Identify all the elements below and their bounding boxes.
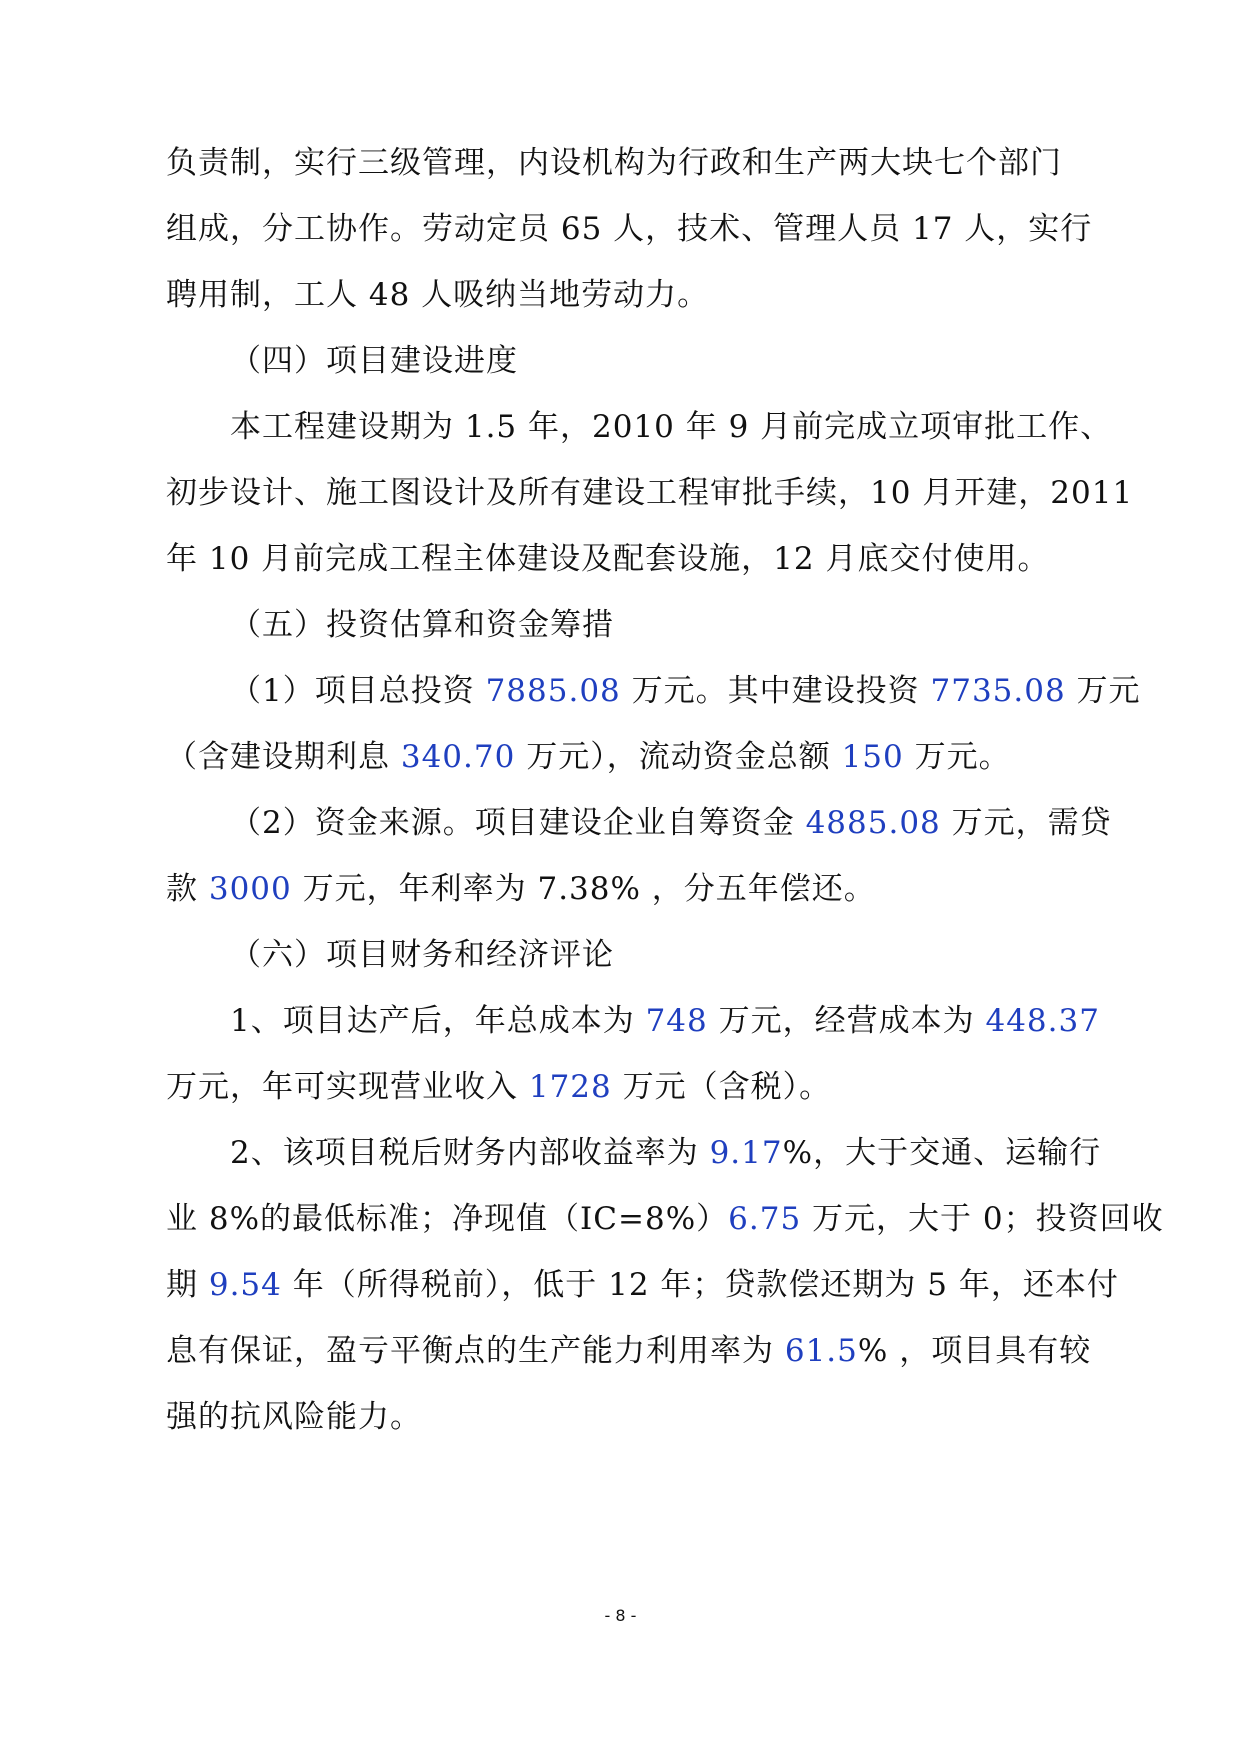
text: （1）项目总投资 <box>230 673 486 709</box>
text: 万元，需贷 <box>940 805 1112 841</box>
text: 万元，大于 0；投资回收 <box>801 1201 1164 1237</box>
p6-line-4 <box>166 1318 1106 1384</box>
p1-line-3 <box>166 262 1106 328</box>
p3-line-1 <box>166 658 1141 724</box>
p6-line-3 <box>166 1252 1119 1318</box>
text: 息有保证，盈亏平衡点的生产能力利用率为 <box>166 1333 785 1369</box>
text: 强的抗风险能力。 <box>166 1399 422 1435</box>
construction-investment-value: 7735.08 <box>930 673 1066 709</box>
text: 初步设计、施工图设计及所有建设工程审批手续，10 月开建，2011 <box>166 475 1134 511</box>
text: 聘用制，工人 48 人吸纳当地劳动力。 <box>166 277 710 313</box>
p3-line-2 <box>166 724 1106 790</box>
text: 款 <box>166 871 209 907</box>
text: 万元），流动资金总额 <box>515 739 842 775</box>
p1-line-2 <box>166 196 1106 262</box>
text: 万元，年可实现营业收入 <box>166 1069 529 1105</box>
text: 业 8%的最低标准；净现值（IC=8%） <box>166 1201 729 1237</box>
p5-line-2 <box>166 1054 1106 1120</box>
section-heading-schedule <box>166 328 1106 394</box>
text: % ，项目具有较 <box>857 1333 1092 1369</box>
text: 万元。 <box>903 739 1011 775</box>
text: 万元 <box>1065 673 1141 709</box>
revenue-value: 1728 <box>528 1069 612 1105</box>
p6-line-5 <box>166 1384 1106 1450</box>
p2-line-1 <box>166 394 1113 460</box>
text: 1、项目达产后，年总成本为 <box>230 1003 646 1039</box>
text: 年 10 月前完成工程主体建设及配套设施，12 月底交付使用。 <box>166 541 1050 577</box>
text: （六）项目财务和经济评论 <box>230 937 614 973</box>
p6-line-2 <box>166 1186 1164 1252</box>
interest-value: 340.70 <box>400 739 516 775</box>
irr-value: 9.17 <box>709 1135 783 1171</box>
text: 万元。其中建设投资 <box>620 673 931 709</box>
p4-line-1 <box>166 790 1112 856</box>
section-heading-financial <box>166 922 1106 988</box>
p6-line-1 <box>166 1120 1106 1186</box>
p4-line-2 <box>166 856 1106 922</box>
p5-line-1 <box>166 988 1106 1054</box>
total-cost-value: 748 <box>645 1003 708 1039</box>
breakeven-value: 61.5 <box>784 1333 858 1369</box>
text: 万元，年利率为 7.38% ，分五年偿还。 <box>291 871 876 907</box>
text: 年（所得税前），低于 12 年；贷款偿还期为 5 年，还本付 <box>281 1267 1119 1303</box>
p2-line-2 <box>166 460 1134 526</box>
text: 负责制，实行三级管理，内设机构为行政和生产两大块七个部门 <box>166 145 1062 181</box>
text: 组成，分工协作。劳动定员 65 人，技术、管理人员 17 人，实行 <box>166 211 1093 247</box>
payback-period-value: 9.54 <box>208 1267 282 1303</box>
text: （含建设期利息 <box>166 739 401 775</box>
loan-value: 3000 <box>208 871 292 907</box>
text: 本工程建设期为 1.5 年，2010 年 9 月前完成立项审批工作、 <box>230 409 1113 445</box>
total-investment-value: 7885.08 <box>485 673 621 709</box>
document-body <box>166 130 1164 1450</box>
text: （四）项目建设进度 <box>230 343 518 379</box>
p1-line-1 <box>166 130 1106 196</box>
text: 期 <box>166 1267 209 1303</box>
working-capital-value: 150 <box>841 739 904 775</box>
text: 2、该项目税后财务内部收益率为 <box>230 1135 710 1171</box>
operating-cost-value: 448.37 <box>985 1003 1100 1039</box>
text: %，大于交通、运输行 <box>782 1135 1102 1171</box>
section-heading-investment <box>166 592 1106 658</box>
text: （2）资金来源。项目建设企业自筹资金 <box>230 805 806 841</box>
text: （五）投资估算和资金筹措 <box>230 607 614 643</box>
text: 万元，经营成本为 <box>707 1003 986 1039</box>
p2-line-3 <box>166 526 1106 592</box>
text: 万元（含税）。 <box>611 1069 832 1105</box>
npv-value: 6.75 <box>728 1201 802 1237</box>
self-raised-funds-value: 4885.08 <box>805 805 941 841</box>
page-number: - 8 - <box>604 1606 637 1625</box>
